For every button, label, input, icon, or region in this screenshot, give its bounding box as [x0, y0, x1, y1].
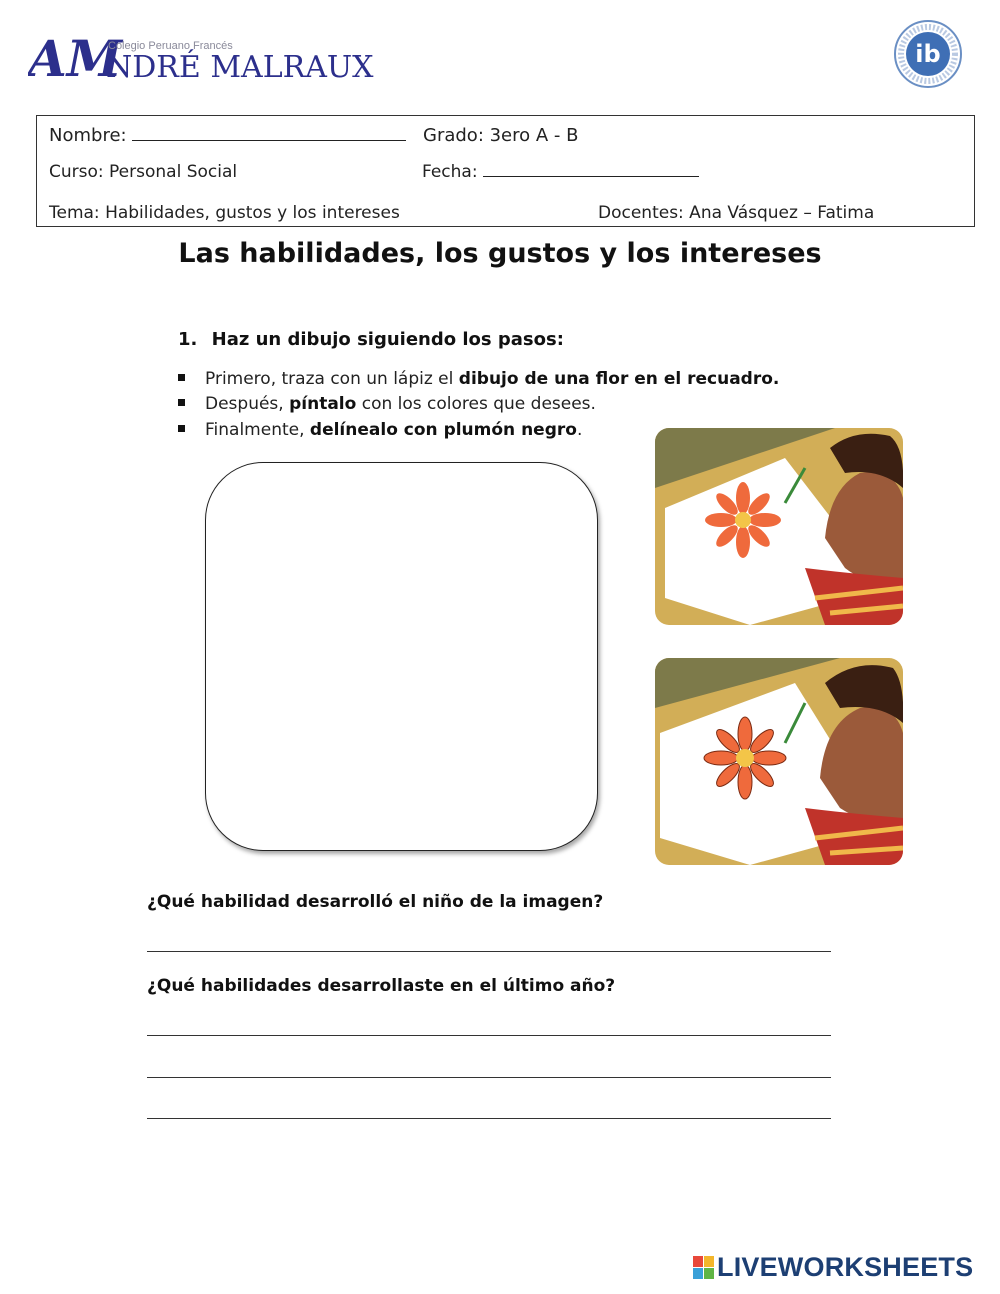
boy-drawing-flower-image [655, 428, 903, 625]
activity-text: Haz un dibujo siguiendo los pasos: [211, 329, 564, 350]
answer-line-3[interactable] [147, 1077, 831, 1078]
activity-number: 1. [178, 329, 198, 350]
answer-line-4[interactable] [147, 1118, 831, 1119]
boy-outlining-flower-image [655, 658, 903, 865]
liveworksheets-logo [693, 1252, 989, 1283]
answer-line-2[interactable] [147, 1035, 831, 1036]
topic-text: Tema: Habilidades, gustos y los intereses [49, 203, 400, 223]
name-row [49, 125, 406, 146]
date-row [422, 162, 699, 182]
course-text: Curso: Personal Social [49, 162, 238, 182]
name-label: Nombre: [49, 125, 127, 146]
answer-line-1[interactable] [147, 951, 831, 952]
bullet-icon [178, 425, 185, 432]
bullet-icon [178, 374, 185, 381]
date-input-line[interactable] [483, 162, 699, 177]
step-item: Después, píntalo con los colores que desees. [178, 394, 596, 414]
date-label: Fecha: [422, 162, 478, 182]
school-name: NDRÉ MALRAUX [106, 50, 374, 85]
question-1: ¿Qué habilidad desarrolló el niño de la imagen? [147, 892, 604, 912]
svg-text:AM: AM [28, 30, 123, 86]
activity-instruction [178, 329, 564, 350]
teachers-text: Docentes: Ana Vásquez – Fatima [598, 203, 875, 223]
student-info-box [36, 115, 975, 227]
school-logo [28, 30, 374, 86]
school-small-label: Colegio Peruano Francés [108, 40, 233, 52]
question-2: ¿Qué habilidades desarrollaste en el último año? [147, 976, 616, 996]
ib-world-school-icon [892, 18, 964, 90]
page-title: Las habilidades, los gustos y los intereses [178, 238, 822, 269]
name-input-line[interactable] [132, 126, 406, 141]
step-item: Primero, traza con un lápiz el dibujo de una flor en el recuadro. [178, 369, 779, 389]
liveworksheets-icon [693, 1255, 715, 1281]
ib-logo [892, 18, 964, 90]
step-item: Finalmente, delínealo con plumón negro. [178, 420, 582, 440]
bullet-icon [178, 399, 185, 406]
drawing-canvas-box[interactable] [205, 462, 598, 851]
liveworksheets-brand: LIVEWORKSHEETS [717, 1252, 974, 1282]
ib-letters: ib [915, 40, 941, 68]
grade-text: Grado: 3ero A - B [423, 125, 579, 146]
